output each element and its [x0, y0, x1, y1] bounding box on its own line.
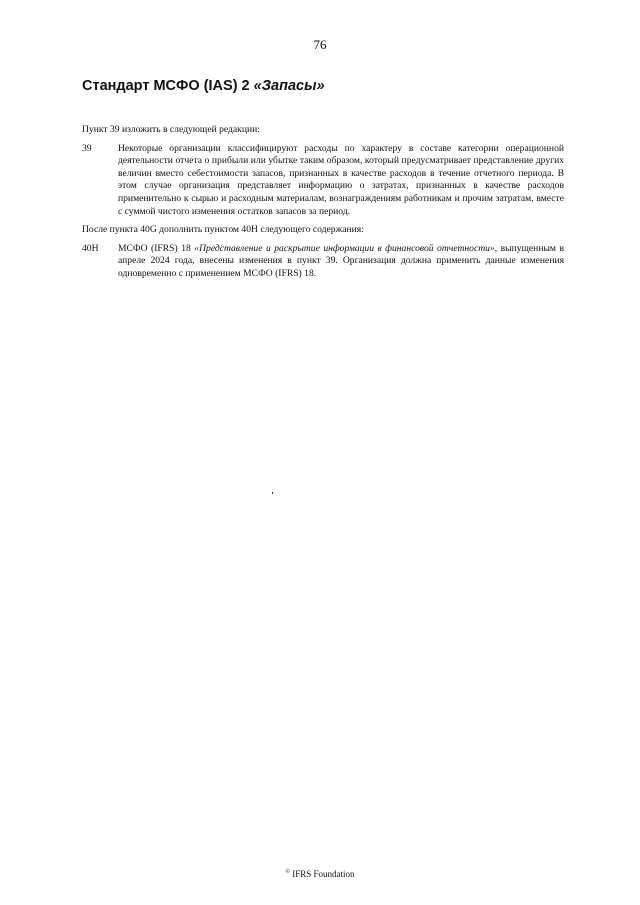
paragraph-text: Некоторые организации классифицируют расходы по характеру в составе категории операционной деятельности отчета о прибыли или убытке таким образом, который предусматривает представление других величин вместо себестоимости запасов, признанных в качестве расходов в течение отчетного периода. В этом случае организация представляет информацию о затратах, признанных в качестве расходов применительно к сырью и расходным материалам, вознаграждениям работникам и прочим затратам, вместе с суммой чистого изменения остатков запасов за период.: [118, 142, 564, 217]
copyright-symbol: ©: [285, 869, 291, 875]
amendment-instruction-39: Пункт 39 изложить в следующей редакции:: [82, 124, 260, 135]
paragraph-40h: [82, 243, 564, 281]
standard-title-italic: «Запасы»: [253, 78, 325, 94]
document-body: [82, 124, 564, 287]
standard-title: [82, 78, 562, 94]
amendment-instruction-40h: После пункта 40G дополнить пунктом 40H следующего содержания:: [82, 224, 364, 236]
page-number: 76: [313, 37, 327, 52]
paragraph-text-end: , выпущенным в апреле 2024 года, внесены изменения в пункт 39. Организация должна применить данные изменения одновременно с применением МСФО (IFRS) 18.: [118, 242, 564, 279]
ifrs18-title: «Представление и раскрытие информации в финансовой отчетности»: [194, 242, 495, 254]
paragraph-text: [118, 243, 564, 281]
paragraph-text-start: МСФО (IFRS) 18: [118, 242, 195, 254]
paragraph-39: [82, 143, 564, 219]
stray-mark: [272, 492, 273, 494]
footer-text: IFRS Foundation: [290, 869, 355, 879]
footer-copyright: [0, 869, 640, 879]
standard-title-prefix: Стандарт МСФО (IAS) 2: [82, 78, 254, 94]
paragraph-number: 39: [82, 142, 92, 154]
paragraph-number: 40H: [82, 242, 99, 254]
